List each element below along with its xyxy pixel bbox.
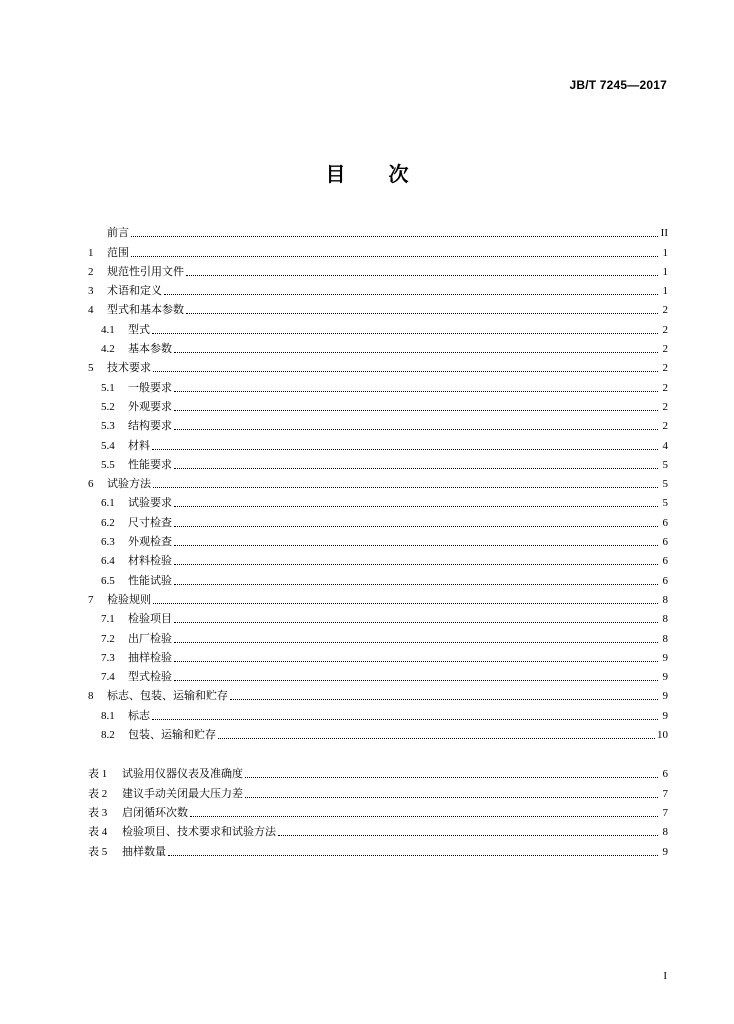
section-number: 6.2 bbox=[101, 516, 115, 529]
section-number: 6.1 bbox=[101, 497, 115, 510]
section-number: 8.1 bbox=[101, 709, 115, 722]
section-title: 抽样检验 bbox=[128, 650, 172, 664]
toc-item[interactable] bbox=[88, 549, 668, 568]
page-ref: 7 bbox=[662, 787, 668, 800]
section-number: 5.5 bbox=[101, 458, 115, 471]
toc-item[interactable] bbox=[88, 337, 668, 356]
dot-leader bbox=[174, 351, 658, 353]
section-number: 6.4 bbox=[101, 555, 115, 568]
dot-leader bbox=[174, 641, 658, 643]
dot-leader bbox=[174, 660, 658, 662]
section-title: 术语和定义 bbox=[107, 284, 162, 298]
section-number: 6 bbox=[88, 478, 94, 491]
table-list-item[interactable] bbox=[88, 839, 668, 858]
dot-leader bbox=[245, 796, 658, 798]
toc-item[interactable] bbox=[88, 665, 668, 684]
page-ref: 2 bbox=[662, 323, 668, 336]
toc-item[interactable] bbox=[88, 356, 668, 375]
page-ref: 8 bbox=[662, 632, 668, 645]
section-number: 3 bbox=[88, 285, 94, 298]
dot-leader bbox=[168, 854, 658, 856]
table-title: 建议手动关闭最大压力差 bbox=[122, 786, 243, 800]
page-ref: 2 bbox=[662, 343, 668, 356]
dot-leader bbox=[174, 679, 658, 681]
section-title: 前言 bbox=[107, 226, 129, 240]
page-ref: 6 bbox=[662, 555, 668, 568]
page-ref: 1 bbox=[662, 285, 668, 298]
dot-leader bbox=[152, 718, 658, 720]
section-title: 外观要求 bbox=[128, 399, 172, 413]
section-number: 4.1 bbox=[101, 323, 115, 336]
section-title: 标志、包装、运输和贮存 bbox=[107, 689, 228, 703]
table-number: 表 1 bbox=[88, 768, 108, 781]
table-title: 试验用仪器仪表及准确度 bbox=[122, 767, 243, 781]
section-title: 规范性引用文件 bbox=[107, 264, 184, 278]
toc-item[interactable] bbox=[88, 588, 668, 607]
toc-item[interactable] bbox=[88, 317, 668, 336]
page-ref: II bbox=[660, 227, 668, 240]
page-ref: 5 bbox=[662, 478, 668, 491]
section-number: 7.3 bbox=[101, 651, 115, 664]
dot-leader bbox=[131, 255, 658, 257]
toc-item[interactable] bbox=[88, 646, 668, 665]
toc-item[interactable] bbox=[88, 279, 668, 298]
section-number: 7.1 bbox=[101, 613, 115, 626]
table-title: 抽样数量 bbox=[122, 844, 166, 858]
toc-item[interactable] bbox=[88, 491, 668, 510]
table-of-contents bbox=[88, 221, 668, 859]
toc-item[interactable] bbox=[88, 684, 668, 703]
section-title: 型式检验 bbox=[128, 670, 172, 684]
dot-leader bbox=[174, 621, 658, 623]
section-title: 检验项目 bbox=[128, 612, 172, 626]
dot-leader bbox=[174, 583, 658, 585]
section-title: 技术要求 bbox=[107, 361, 151, 375]
page-ref: 2 bbox=[662, 381, 668, 394]
section-title: 出厂检验 bbox=[128, 631, 172, 645]
toc-item[interactable] bbox=[88, 414, 668, 433]
dot-leader bbox=[174, 428, 658, 430]
page-ref: 6 bbox=[662, 574, 668, 587]
section-title: 试验要求 bbox=[128, 496, 172, 510]
section-number: 5 bbox=[88, 362, 94, 375]
section-number: 6.3 bbox=[101, 536, 115, 549]
dot-leader bbox=[153, 486, 658, 488]
dot-leader bbox=[152, 448, 658, 450]
section-title: 标志 bbox=[128, 708, 150, 722]
page-ref: 8 bbox=[662, 593, 668, 606]
dot-leader bbox=[174, 544, 658, 546]
dot-leader bbox=[174, 525, 658, 527]
section-title: 性能要求 bbox=[128, 457, 172, 471]
page-ref: 9 bbox=[662, 845, 668, 858]
toc-item[interactable] bbox=[88, 433, 668, 452]
section-title: 尺寸检查 bbox=[128, 515, 172, 529]
table-list-item[interactable] bbox=[88, 801, 668, 820]
dot-leader bbox=[153, 602, 658, 604]
section-number: 5.2 bbox=[101, 400, 115, 413]
section-title: 检验规则 bbox=[107, 592, 151, 606]
toc-item[interactable] bbox=[88, 568, 668, 587]
page-ref: 5 bbox=[662, 497, 668, 510]
toc-item[interactable] bbox=[88, 260, 668, 279]
section-title: 基本参数 bbox=[128, 342, 172, 356]
dot-leader bbox=[190, 815, 658, 817]
dot-leader bbox=[174, 563, 658, 565]
dot-leader bbox=[174, 390, 658, 392]
page-ref: 2 bbox=[662, 304, 668, 317]
table-number: 表 2 bbox=[88, 787, 108, 800]
dot-leader bbox=[164, 293, 658, 295]
page-ref: 1 bbox=[662, 265, 668, 278]
page-ref: 9 bbox=[662, 709, 668, 722]
section-number: 7.2 bbox=[101, 632, 115, 645]
section-title: 范围 bbox=[107, 245, 129, 259]
page-number: I bbox=[663, 970, 667, 982]
section-number: 7.4 bbox=[101, 671, 115, 684]
page-ref: 9 bbox=[662, 690, 668, 703]
section-title: 型式和基本参数 bbox=[107, 303, 184, 317]
table-title: 检验项目、技术要求和试验方法 bbox=[122, 825, 276, 839]
page-ref: 4 bbox=[662, 439, 668, 452]
page-ref: 9 bbox=[662, 651, 668, 664]
dot-leader bbox=[174, 467, 658, 469]
dot-leader bbox=[152, 332, 658, 334]
section-number: 4 bbox=[88, 304, 94, 317]
table-list-item[interactable] bbox=[88, 820, 668, 839]
table-title: 启闭循环次数 bbox=[122, 805, 188, 819]
page-ref: 6 bbox=[662, 516, 668, 529]
section-title: 材料检验 bbox=[128, 554, 172, 568]
dot-leader bbox=[174, 505, 658, 507]
toc-item[interactable] bbox=[88, 395, 668, 414]
section-title: 包装、运输和贮存 bbox=[128, 728, 216, 742]
page-ref: 6 bbox=[662, 768, 668, 781]
dot-leader bbox=[278, 834, 658, 836]
page-title: 目 次 bbox=[325, 162, 409, 186]
table-list-item[interactable] bbox=[88, 781, 668, 800]
section-title: 结构要求 bbox=[128, 419, 172, 433]
section-title: 一般要求 bbox=[128, 380, 172, 394]
toc-item[interactable] bbox=[88, 723, 668, 742]
standard-number: JB/T 7245—2017 bbox=[569, 78, 667, 92]
toc-item[interactable] bbox=[88, 240, 668, 259]
table-number: 表 5 bbox=[88, 845, 108, 858]
section-number: 5.4 bbox=[101, 439, 115, 452]
toc-item[interactable] bbox=[88, 453, 668, 472]
table-number: 表 3 bbox=[88, 806, 108, 819]
toc-item[interactable] bbox=[88, 221, 668, 240]
section-number: 5.1 bbox=[101, 381, 115, 394]
section-number: 4.2 bbox=[101, 343, 115, 356]
page-ref: 2 bbox=[662, 420, 668, 433]
section-title: 性能试验 bbox=[128, 573, 172, 587]
section-number: 6.5 bbox=[101, 574, 115, 587]
dot-leader bbox=[186, 312, 658, 314]
dot-leader bbox=[153, 370, 658, 372]
page-ref: 2 bbox=[662, 362, 668, 375]
section-title: 型式 bbox=[128, 322, 150, 336]
section-number: 2 bbox=[88, 265, 94, 278]
section-number: 5.3 bbox=[101, 420, 115, 433]
page-ref: 7 bbox=[662, 806, 668, 819]
toc-item[interactable] bbox=[88, 472, 668, 491]
page-ref: 9 bbox=[662, 671, 668, 684]
section-title: 外观检查 bbox=[128, 535, 172, 549]
toc-item[interactable] bbox=[88, 530, 668, 549]
dot-leader bbox=[218, 737, 655, 739]
toc-item[interactable] bbox=[88, 703, 668, 722]
dot-leader bbox=[186, 274, 658, 276]
section-number: 8.2 bbox=[101, 729, 115, 742]
page-ref: 8 bbox=[662, 826, 668, 839]
page-ref: 8 bbox=[662, 613, 668, 626]
dot-leader bbox=[245, 776, 658, 778]
page-ref: 2 bbox=[662, 400, 668, 413]
page-ref: 1 bbox=[662, 246, 668, 259]
page-ref: 10 bbox=[657, 729, 668, 742]
table-list-item[interactable] bbox=[88, 762, 668, 781]
toc-item[interactable] bbox=[88, 298, 668, 317]
dot-leader bbox=[174, 409, 658, 411]
section-title: 试验方法 bbox=[107, 477, 151, 491]
section-number: 1 bbox=[88, 246, 94, 259]
section-title: 材料 bbox=[128, 438, 150, 452]
table-number: 表 4 bbox=[88, 826, 108, 839]
page-ref: 5 bbox=[662, 458, 668, 471]
page-ref: 6 bbox=[662, 536, 668, 549]
toc-item[interactable] bbox=[88, 626, 668, 645]
dot-leader bbox=[230, 698, 658, 700]
toc-item[interactable] bbox=[88, 375, 668, 394]
toc-item[interactable] bbox=[88, 510, 668, 529]
section-number: 7 bbox=[88, 593, 94, 606]
section-number: 8 bbox=[88, 690, 94, 703]
dot-leader bbox=[131, 235, 658, 237]
toc-item[interactable] bbox=[88, 607, 668, 626]
section-spacer bbox=[88, 742, 668, 762]
